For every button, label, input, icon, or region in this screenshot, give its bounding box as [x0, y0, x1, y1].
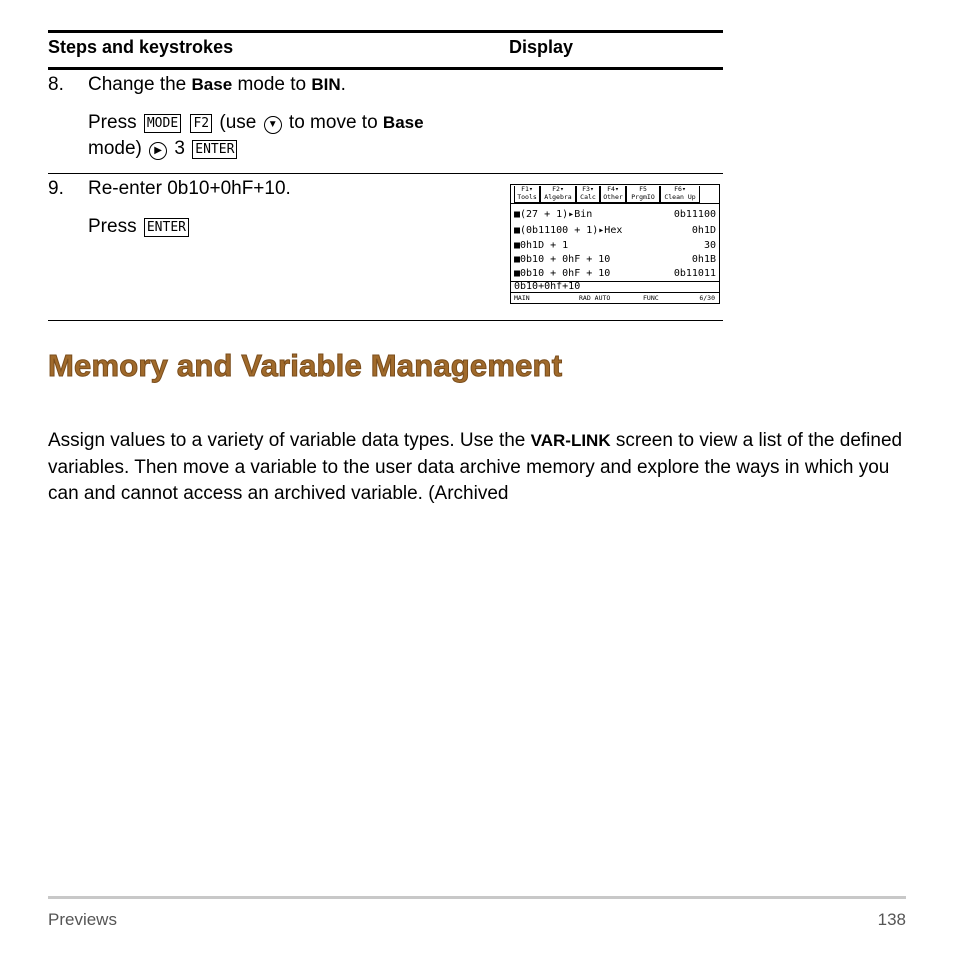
f4-menu: F4▾ Other: [600, 186, 626, 203]
step-8-instruction: Change the Base mode to BIN.: [88, 74, 346, 95]
menu-divider: [511, 203, 719, 204]
step-8-number: 8.: [48, 74, 64, 95]
table-header-rule: [48, 67, 723, 70]
f2-menu: F2▾ Algebra: [540, 186, 576, 203]
table-bottom-rule: [48, 320, 723, 321]
enter-key: ENTER: [192, 140, 237, 159]
calculator-screen: [510, 184, 720, 304]
history-result: 0b11100: [673, 209, 716, 220]
row-divider: [48, 173, 723, 174]
step-9-instruction: Re-enter 0b10+0hF+10.: [88, 178, 291, 199]
down-arrow-circle-icon: ▼: [264, 116, 282, 134]
history-input: ■(27 + 1)▸Bin: [514, 209, 593, 220]
function-key-menu: [512, 186, 718, 203]
history-result: 0b11011: [673, 268, 716, 279]
history-result: 30: [703, 240, 716, 251]
footer-section-name: Previews: [48, 910, 117, 929]
history-input: ■0h1D + 1: [514, 240, 569, 251]
history-input: ■0b10 + 0hF + 10: [514, 254, 611, 265]
col-header-display: Display: [509, 37, 574, 57]
f6-menu: F6▾ Clean Up: [660, 186, 700, 203]
right-arrow-circle-icon: ▶: [149, 142, 167, 160]
f1-menu: F1▾ Tools: [514, 186, 540, 203]
entry-line: 0b10+0hf+10: [514, 281, 581, 292]
enter-key: ENTER: [144, 218, 189, 237]
step-9-keystrokes: Press ENTER: [88, 216, 191, 238]
page-number: 138: [877, 910, 906, 929]
f2-key: F2: [190, 114, 212, 133]
f5-menu: F5 PrgmIO: [626, 186, 660, 203]
section-paragraph: Assign values to a variety of variable data types. Use the VAR-LINK screen to view a list of the defined variables. Then move a variable to the user data archive memory and explore the ways in which you can and cannot access an archived variable. (Archived: [48, 430, 903, 504]
history-result: 0h1B: [691, 254, 716, 265]
step-9-number: 9.: [48, 178, 64, 199]
col-header-steps: Steps and keystrokes: [48, 37, 234, 57]
history-input: ■(0b11100 + 1)▸Hex: [514, 225, 623, 236]
footer-rule: [48, 896, 906, 899]
step-8-keystrokes: Press MODE F2 (use ▼ to move to Base: [88, 112, 424, 133]
mode-key: MODE: [144, 114, 181, 133]
table-top-rule: [48, 30, 723, 33]
status-line: MAIN RAD AUTO FUNC 6/30: [514, 294, 715, 302]
history-input: ■0b10 + 0hF + 10: [514, 268, 611, 279]
step-8-keystrokes-cont: mode) ▶ 3 ENTER: [88, 138, 239, 160]
f3-menu: F3▾ Calc: [576, 186, 600, 203]
history-result: 0h1D: [691, 225, 716, 236]
section-heading: Memory and Variable Management: [48, 348, 563, 383]
